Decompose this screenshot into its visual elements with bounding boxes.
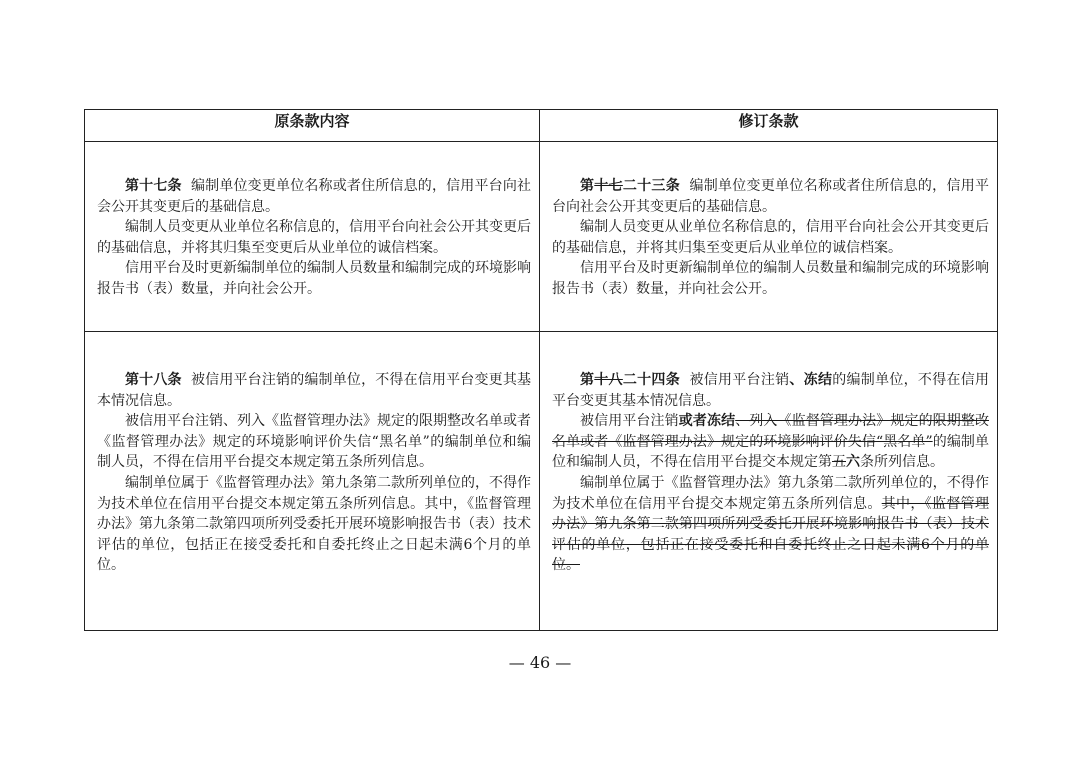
clause-paragraph: 被信用平台注销、列入《监督管理办法》规定的限期整改名单或者《监督管理办法》规定的环境影响评价失信“黑名单”的编制单位和编制人员，不得在信用平台提交本规定第五条所列信息。 [97,413,531,471]
article-prefix: 第 [580,372,595,388]
clause-text: 编制单位变更单位名称或者住所信息的，信用平台向社会公开其变更后的基础信息。 [97,178,532,215]
article-number: 第十八条 [125,372,182,388]
clause-text: 被信用平台注销 [580,413,679,430]
clause-paragraph: 信用平台及时更新编制单位的编制人员数量和编制完成的环境影响报告书（表）数量，并向社会公开。 [552,260,989,297]
row1-original-cell [85,142,540,332]
row2-original-cell [85,332,540,631]
clause-text: 被信用平台注销的编制单位，不得在信用平台变更其基本情况信息。 [97,372,532,409]
added-text: 或者冻结 [678,413,736,430]
article-paragraph [97,176,531,217]
clause-text: 被信用平台注销 [689,372,790,388]
deleted-text: 、列入《监督管理办法》规定的限期整改名单或者《监督管理办法》规定的环境影响评价失信“黑名单” [552,413,990,450]
article-paragraph [552,370,989,411]
deleted-text: 十八 [594,372,623,388]
header-original: 原条款内容 [85,110,540,142]
clause-text: 编制单位变更单位名称或者住所信息的，信用平台向社会公开其变更后的基础信息。 [552,178,990,215]
article-paragraph [552,176,989,217]
article-prefix: 第 [580,178,595,194]
row2-revised-cell [540,332,998,631]
article-number: 第十七条 [125,178,182,194]
header-revised: 修订条款 [540,110,998,142]
added-text: 二十四 [622,372,666,388]
deleted-text: 五 [832,454,846,471]
clause-text: 编制单位属于《监督管理办法》第九条第二款所列单位的，不得作为技术单位在信用平台提交本规定第五条所列信息。 [552,474,989,512]
row1-revised-cell [540,142,998,332]
clause-text: 的编制单位和编制人员，不得在信用平台提交本规定第 [552,433,989,471]
clause-paragraph: 编制人员变更从业单位名称信息的，信用平台向社会公开其变更后的基础信息，并将其归集至变更后从业单位的诚信档案。 [552,219,989,256]
article-suffix: 条 [665,372,680,388]
clause-text: 条所列信息。 [860,454,944,471]
page-number: — 46 — [508,653,572,672]
clause-paragraph [552,411,989,473]
article-suffix: 条 [665,178,680,194]
article-number [580,178,680,194]
clause-paragraph: 编制人员变更从业单位名称信息的，信用平台向社会公开其变更后的基础信息，并将其归集至变更后从业单位的诚信档案。 [97,219,531,256]
clause-paragraph: 信用平台及时更新编制单位的编制人员数量和编制完成的环境影响报告书（表）数量，并向社会公开。 [97,260,531,297]
clause-paragraph [552,473,989,576]
comparison-table [84,109,998,631]
deleted-text: 其中，《监督管理办法》第九条第二款第四项所列受委托开展环境影响报告书（表）技术评估的单位，包括正在接受委托和自委托终止之日起未满6个月的单位。 [552,495,990,574]
added-text: 六 [846,454,860,471]
added-text: 二十三 [622,178,666,194]
clause-paragraph: 编制单位属于《监督管理办法》第九条第二款所列单位的，不得作为技术单位在信用平台提交本规定第五条所列信息。其中，《监督管理办法》第九条第二款第四项所列受委托开展环境影响报告书（表）技术评估的单位，包括正在接受委托和自委托终止之日起未满6个月的单位。 [97,474,531,574]
article-number [580,372,680,388]
deleted-text: 十七 [594,178,623,194]
clause-text: 的编制单位，不得在信用平台变更其基本情况信息。 [552,372,990,409]
article-paragraph [97,370,531,411]
added-text: 、冻结 [789,372,833,388]
